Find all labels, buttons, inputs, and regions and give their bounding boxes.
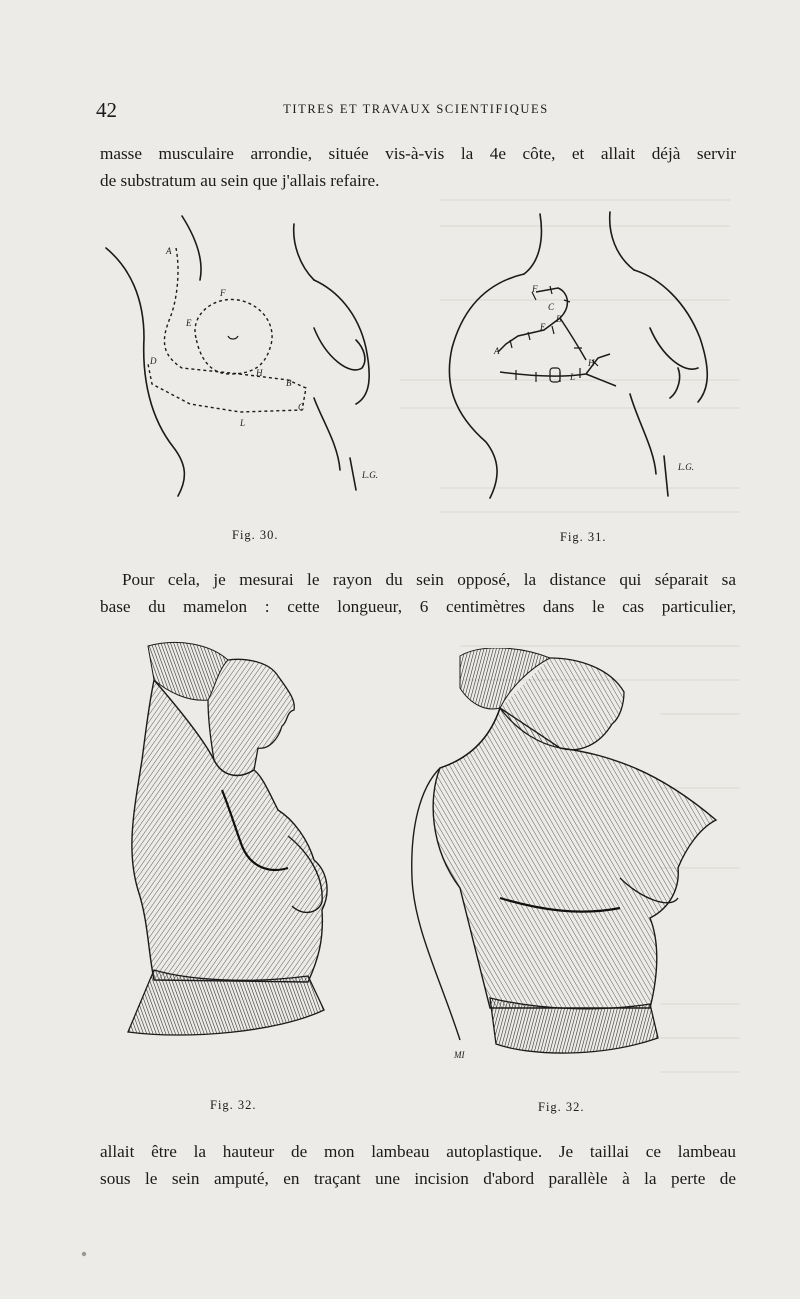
label-a: A (166, 246, 172, 256)
signature: L.G. (362, 470, 379, 480)
figure-31 (420, 208, 720, 508)
text-line: allait être la hauteur de mon lambeau autoplastique. Je taillai ce lambeau (100, 1142, 736, 1161)
text-line: Pour cela, je mesurai le rayon du sein opposé, la distance qui séparait sa (122, 570, 736, 589)
label-a: A (494, 346, 500, 356)
engraver-signature: MI (454, 1050, 465, 1060)
figure-32-right (400, 648, 720, 1068)
figure-30-drawing (100, 208, 390, 508)
label-h: H (588, 358, 595, 368)
label-f: F (220, 288, 226, 298)
text-line: base du mamelon : cette longueur, 6 centimètres dans le cas particulier, (100, 597, 736, 616)
label-b: B (556, 314, 562, 324)
page-number: 42 (96, 98, 117, 122)
running-title: TITRES ET TRAVAUX SCIENTIFIQUES (283, 102, 549, 116)
text-line: de substratum au sein que j'allais refaire. (100, 171, 380, 190)
text-line: masse musculaire arrondie, située vis-à-vis la 4e côte, et allait déjà servir (100, 144, 736, 163)
paragraph-3 (100, 1138, 736, 1192)
figure-32-right-caption: Fig. 32. (538, 1100, 585, 1114)
figure-30-caption: Fig. 30. (232, 528, 279, 542)
label-c: C (548, 302, 555, 312)
figure-31-caption: Fig. 31. (560, 530, 607, 544)
signature: L.G. (678, 462, 695, 472)
label-e: E (186, 318, 192, 328)
figure-32-left-caption: Fig. 32. (210, 1098, 257, 1112)
label-d: D (150, 356, 157, 366)
engraving-patient-profile (118, 640, 348, 1060)
paragraph-2 (100, 566, 736, 620)
engraving-patient-front (400, 648, 720, 1068)
figure-31-drawing (420, 208, 720, 508)
figure-30 (100, 208, 390, 508)
paragraph-1 (100, 140, 736, 194)
label-h: H (256, 368, 263, 378)
label-e: E (540, 322, 546, 332)
label-l: L (240, 418, 246, 428)
label-l: L (570, 372, 576, 382)
page-header (96, 98, 736, 122)
figure-32-left (118, 640, 348, 1060)
label-f: F (532, 284, 538, 294)
label-c: C (298, 402, 305, 412)
text-line: sous le sein amputé, en traçant une incision d'abord parallèle à la perte de (100, 1169, 736, 1188)
label-b: B (286, 378, 292, 388)
